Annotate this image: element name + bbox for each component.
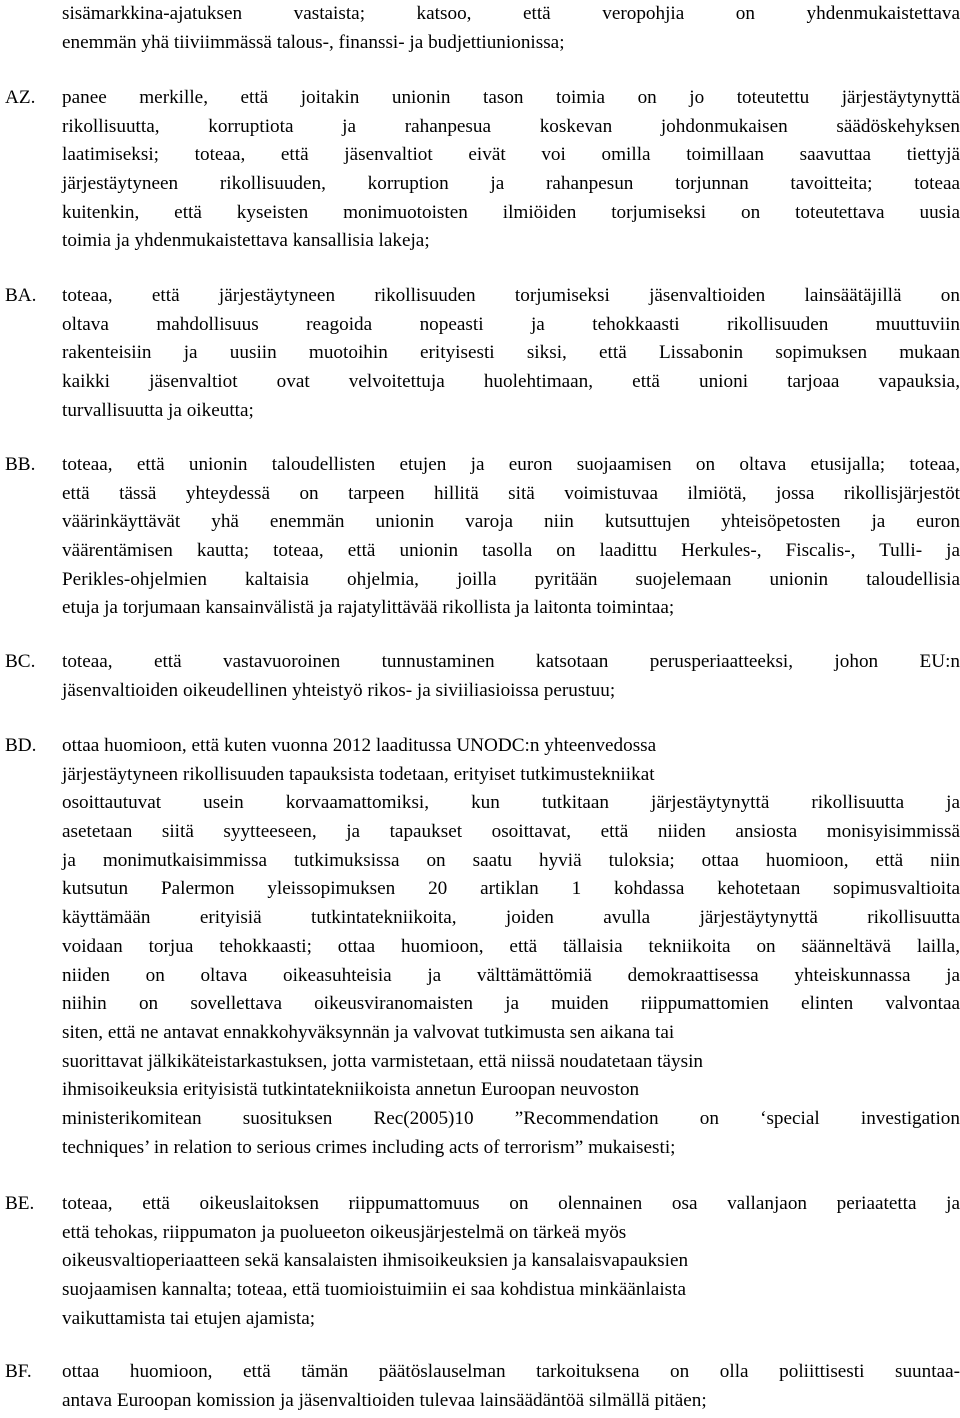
paragraph-text: [62, 451, 960, 623]
paragraph-bb: [0, 451, 960, 623]
paragraph-text: [62, 282, 960, 425]
paragraph-be: [0, 1190, 960, 1334]
text-line: ottaa huomioon, että tämän päätöslauselman tarkoituksena on olla poliittisesti suuntaa-: [62, 1361, 960, 1382]
paragraph-text: [62, 0, 960, 57]
paragraph-text: [62, 1190, 960, 1334]
paragraph-bc: [0, 648, 960, 705]
text-line: sisämarkkina-ajatuksen vastaista; katsoo, että veropohjia on yhdenmukaistettava: [62, 3, 960, 24]
text-line: niihin on sovellettava oikeusviranomaisten ja muiden riippumattomien elinten valvontaa: [62, 993, 960, 1015]
paragraph-text: [62, 1358, 960, 1415]
paragraph-label: BF.: [5, 1361, 32, 1382]
text-line: enemmän yhä tiiviimmässä talous-, finanssi- ja budjettiunionissa;: [62, 31, 565, 53]
text-line: niiden on oltava oikeasuhteisia ja välttämättömiä demokraattisessa yhteiskunnassa ja: [62, 964, 960, 986]
text-line: rakenteisiin ja uusiin muotoihin erityisesti siksi, että Lissabonin sopimuksen mukaan: [62, 342, 960, 364]
paragraph-text: [62, 732, 960, 1162]
paragraph-az: [0, 84, 960, 256]
text-line: asetetaan siitä syytteeseen, ja tapaukset osoittavat, että niiden ansiosta monisyisimmissä: [62, 821, 960, 843]
text-line: oltava mahdollisuus reagoida nopeasti ja tehokkaasti rikollisuuden muuttuviin: [62, 313, 960, 335]
paragraph-label: BD.: [5, 735, 37, 756]
text-line: techniques’ in relation to serious crimes including acts of terrorism” mukaisesti;: [62, 1136, 676, 1158]
text-line: suorittavat jälkikäteistarkastuksen, jotta varmistetaan, että niissä noudatetaan täysin: [62, 1050, 703, 1072]
paragraph-label: BA.: [5, 285, 37, 306]
text-line: suojaamisen kannalta; toteaa, että tuomioistuimiin ei saa kohdistua minkäänlaista: [62, 1279, 686, 1301]
paragraph-label: BC.: [5, 651, 36, 672]
text-line: oikeusvaltioperiaatteen sekä kansalaisten ihmisoikeuksien ja kansalaisvapauksien: [62, 1250, 689, 1272]
text-line: järjestäytyneen rikollisuuden tapauksista todetaan, erityiset tutkimustekniikat: [62, 763, 655, 785]
text-line: panee merkille, että joitakin unionin tason toimia on jo toteutettu järjestäytynyttä: [62, 87, 960, 108]
paragraph-label: BE.: [5, 1193, 35, 1214]
text-line: ihmisoikeuksia erityisistä tutkintatekniikoista annetun Euroopan neuvoston: [62, 1079, 640, 1101]
text-line: ja monimutkaisimmissa tutkimuksissa on saatu hyviä tuloksia; ottaa huomioon, että niin: [62, 849, 960, 871]
text-line: että tehokas, riippumaton ja puolueeton oikeusjärjestelmä on tärkeä myös: [62, 1221, 627, 1243]
text-line: toteaa, että oikeuslaitoksen riippumattomuus on olennainen osa vallanjaon periaatetta ja: [62, 1193, 960, 1214]
text-line: järjestäytyneen rikollisuuden, korruption ja rahanpesun torjunnan tavoitteita; toteaa: [62, 173, 960, 195]
text-line: väärinkäyttävät yhä enemmän unionin varoja niin kutsuttujen yhteisöpetosten ja euron: [62, 511, 960, 533]
paragraph-bf: [0, 1358, 960, 1415]
text-line: käyttämään erityisiä tutkintatekniikoita, joiden avulla järjestäytynyttä rikollisuutta: [62, 907, 960, 929]
text-line: Perikles-ohjelmien kaltaisia ohjelmia, joilla pyritään suojelemaan unionin taloudellisia: [62, 568, 960, 590]
text-line: ottaa huomioon, että kuten vuonna 2012 laaditussa UNODC:n yhteenvedossa: [62, 735, 657, 756]
text-line: etuja ja torjumaan kansainvälistä ja rajatylittävää rikollista ja laitonta toimintaa;: [62, 597, 675, 619]
text-line: ministerikomitean suosituksen Rec(2005)10 ”Recommendation on ‘special investigation: [62, 1108, 960, 1130]
paragraph-label: BB.: [5, 454, 36, 475]
text-line: vaikuttamista tai etujen ajamista;: [62, 1307, 316, 1329]
paragraph-text: [62, 648, 960, 705]
text-line: kaikki jäsenvaltiot ovat velvoitettuja huolehtimaan, että unioni tarjoaa vapauksia,: [62, 371, 960, 393]
text-line: kuitenkin, että kyseisten monimuotoisten ilmiöiden torjumiseksi on toteutettava uusia: [62, 201, 960, 223]
text-line: toimia ja yhdenmukaistettava kansallisia lakeja;: [62, 230, 430, 252]
paragraph-label: AZ.: [5, 87, 36, 108]
text-line: jäsenvaltioiden oikeudellinen yhteistyö rikos- ja siviiliasioissa perustuu;: [62, 679, 616, 701]
text-line: että tässä yhteydessä on tarpeen hillitä sitä voimistuvaa ilmiötä, jossa rikollisjärjestöt: [62, 482, 960, 504]
text-line: rikollisuutta, korruptiota ja rahanpesua koskevan johdonmukaisen säädöskehyksen: [62, 115, 960, 137]
text-line: voidaan torjua tehokkaasti; ottaa huomioon, että tällaisia tekniikoita on säänneltävä lailla,: [62, 935, 960, 957]
text-line: väärentämisen kautta; toteaa, että unionin tasolla on laadittu Herkules-, Fiscalis-, Tulli- ja: [62, 540, 960, 562]
text-line: osoittautuvat usein korvaamattomiksi, kun tutkitaan järjestäytynyttä rikollisuutta ja: [62, 792, 960, 814]
text-line: kutsutun Palermon yleissopimuksen 20 artiklan 1 kohdassa kehotetaan sopimusvaltioita: [62, 878, 960, 900]
text-line: siten, että ne antavat ennakkohyväksynnän ja valvovat tutkimusta sen aikana tai: [62, 1021, 675, 1043]
text-line: antava Euroopan komission ja jäsenvaltioiden tulevaa lainsäädäntöä silmällä pitäen;: [62, 1389, 707, 1411]
paragraph-ba: [0, 282, 960, 425]
paragraph-continuation: [0, 0, 960, 57]
text-line: toteaa, että unionin taloudellisten etujen ja euron suojaamisen on oltava etusijalla; toteaa,: [62, 454, 960, 475]
text-line: toteaa, että vastavuoroinen tunnustaminen katsotaan perusperiaatteeksi, johon EU:n: [62, 651, 960, 672]
paragraph-text: [62, 84, 960, 256]
text-line: turvallisuutta ja oikeutta;: [62, 399, 254, 421]
paragraph-bd: [0, 732, 960, 1162]
text-line: laatimiseksi; toteaa, että jäsenvaltiot eivät voi omilla toimillaan saavuttaa tiettyjä: [62, 144, 960, 166]
text-line: toteaa, että järjestäytyneen rikollisuuden torjumiseksi jäsenvaltioiden lainsäätäjillä on: [62, 285, 960, 306]
